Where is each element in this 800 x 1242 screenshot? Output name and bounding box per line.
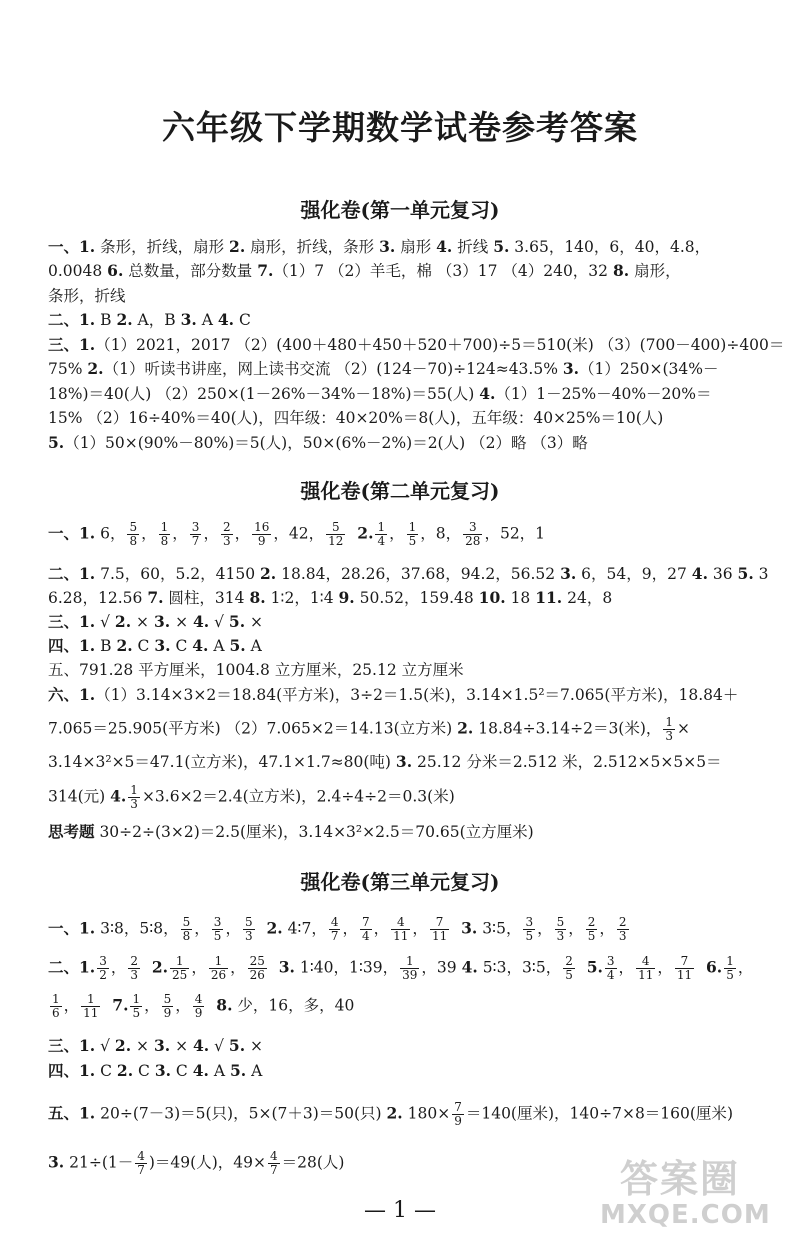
s1-line-4: 二、1. B 2. A，B 3. A 4. C	[48, 310, 251, 329]
page-number: — 1 —	[364, 1198, 436, 1223]
s2-line-11: 思考题 30÷2÷(3×2)＝2.5(厘米)，3.14×3²×2.5＝70.65(立方厘米)	[48, 822, 534, 841]
s2-line-10: 314(元) 4. $\frac{1}{3}$ ×3.6×2＝2.4(立方米)，2.4÷4÷2＝0.3(米)	[48, 783, 455, 811]
section-3-heading: 强化卷(第三单元复习)	[300, 870, 500, 894]
s1-line-1: 一、1. 条形，折线，扇形 2. 扇形，折线，条形 3. 扇形 4. 折线 5. 3.65，140，6，40，4.8，	[48, 237, 711, 256]
s2-line-4: 三、1. √ 2. × 3. × 4. √ 5. ×	[48, 612, 264, 631]
s1-line-3: 条形，折线	[48, 287, 126, 305]
s2-line-8: 7.065＝25.905(平方米) （2）7.065×2＝14.13(立方米) 2. 18.84÷3.14÷2＝3(米)， $\frac{1}{3}$ ×	[48, 715, 691, 743]
s3-line-5: 四、1. C 2. C 3. C 4. A 5. A	[48, 1061, 263, 1080]
s1-line-9: 5.（1）50×(90%－80%)＝5(人)，50×(6%－2%)＝2(人) （2）略 （3）略	[48, 433, 588, 452]
section-2-heading: 强化卷(第二单元复习)	[300, 479, 500, 503]
watermark-site: MXQE.COM	[600, 1200, 771, 1230]
s1-line-5: 三、1.（1）2021，2017 （2）(400＋480＋450＋520＋700)÷5＝510(米) （3）(700－400)÷400＝	[48, 335, 785, 354]
page-title: 六年级下学期数学试卷参考答案	[162, 108, 638, 147]
s3-line-3: $\frac{1}{6}$ ， $\frac{1}{11}$ 7. $\frac{1}{5}$ ， $\frac{5}{9}$ ， $\frac{4}{9}$ 8. 少，16，多，40	[52, 992, 355, 1020]
s3-line-6: 五、1. 20÷(7－3)＝5(只)，5×(7＋3)＝50(只) 2. 180× $\frac{7}{9}$ ＝140(厘米)，140÷7×8＝160(厘米)	[48, 1100, 733, 1128]
s1-line-8: 15% （2）16÷40%＝40(人)，四年级：40×20%＝8(人)，五年级：40×25%＝10(人)	[48, 409, 664, 427]
watermark-text: 答案圈	[620, 1157, 741, 1201]
s1-line-7: 18%)＝40(人) （2）250×(1－26%－34%－18%)＝55(人) 4.（1）1－25%－40%－20%＝	[48, 384, 712, 403]
s2-line-7: 六、1.（1）3.14×3×2＝18.84(平方米)，3÷2＝1.5(米)，3.14×1.5²＝7.065(平方米)，18.84＋	[48, 685, 739, 704]
s2-line-1: 一、1. 6， $\frac{5}{8}$ ， $\frac{1}{8}$ ， $\frac{3}{7}$ ， $\frac{2}{3}$ ， $\frac{16}{9}$ ，42， $\frac{5}{12}$ 2. $\frac{1}{4}$ ， $\frac{1}{5}$ ，8， $\frac{3}{28}$ ，52，1	[48, 520, 546, 548]
s2-line-3: 6.28，12.56 7. 圆柱，314 8. 1∶2，1∶4 9. 50.52，159.48 10. 18 11. 24，8	[48, 588, 613, 607]
s3-line-1: 一、1. 3∶8，5∶8， $\frac{5}{8}$ ， $\frac{3}{5}$ ， $\frac{5}{3}$ 2. 4∶7， $\frac{4}{7}$ ， $\frac{7}{4}$ ， $\frac{4}{11}$ ， $\frac{7}{11}$ 3. 3∶5， $\frac{3}{5}$ ， $\frac{5}{3}$ ， $\frac{2}{5}$ ， $\frac{2}{3}$	[48, 915, 627, 943]
section-1-heading: 强化卷(第一单元复习)	[300, 198, 500, 222]
s2-line-9: 3.14×3²×5＝47.1(立方米)，47.1×1.7≈80(吨) 3. 25.12 分米＝2.512 米，2.512×5×5×5＝	[48, 752, 722, 771]
s2-line-5: 四、1. B 2. C 3. C 4. A 5. A	[48, 636, 262, 655]
watermark-logo	[600, 1148, 790, 1238]
s3-line-7: 3. 21÷(1－ $\frac{4}{7}$ )＝49(人)，49× $\frac{4}{7}$ ＝28(人)	[48, 1149, 345, 1177]
s1-line-2: 0.0048 6. 总数量，部分数量 7.（1）7 （2）羊毛，棉 （3）17 （4）240，32 8. 扇形，	[48, 261, 681, 280]
s2-line-6: 五、791.28 平方厘米，1004.8 立方厘米，25.12 立方厘米	[48, 661, 464, 679]
s1-line-6: 75% 2.（1）听读书讲座，网上读书交流 （2）(124－70)÷124≈43.5% 3.（1）250×(34%－	[48, 359, 719, 378]
s2-line-2: 二、1. 7.5，60，5.2，4150 2. 18.84，28.26，37.68，94.2，56.52 3. 6，54，9，27 4. 36 5. 3	[48, 564, 769, 583]
s3-line-4: 三、1. √ 2. × 3. × 4. √ 5. ×	[48, 1036, 264, 1055]
s3-line-2: 二、1. $\frac{3}{2}$ ， $\frac{2}{3}$ 2. $\frac{1}{25}$ ， $\frac{1}{26}$ ， $\frac{25}{26}$ 3. 1∶40，1∶39， $\frac{1}{39}$ ，39 4. 5∶3，3∶5， $\frac{2}{5}$ 5. $\frac{3}{4}$ ， $\frac{4}{11}$ ， $\frac{7}{11}$ 6. $\frac{1}{5}$ ，	[48, 954, 754, 982]
